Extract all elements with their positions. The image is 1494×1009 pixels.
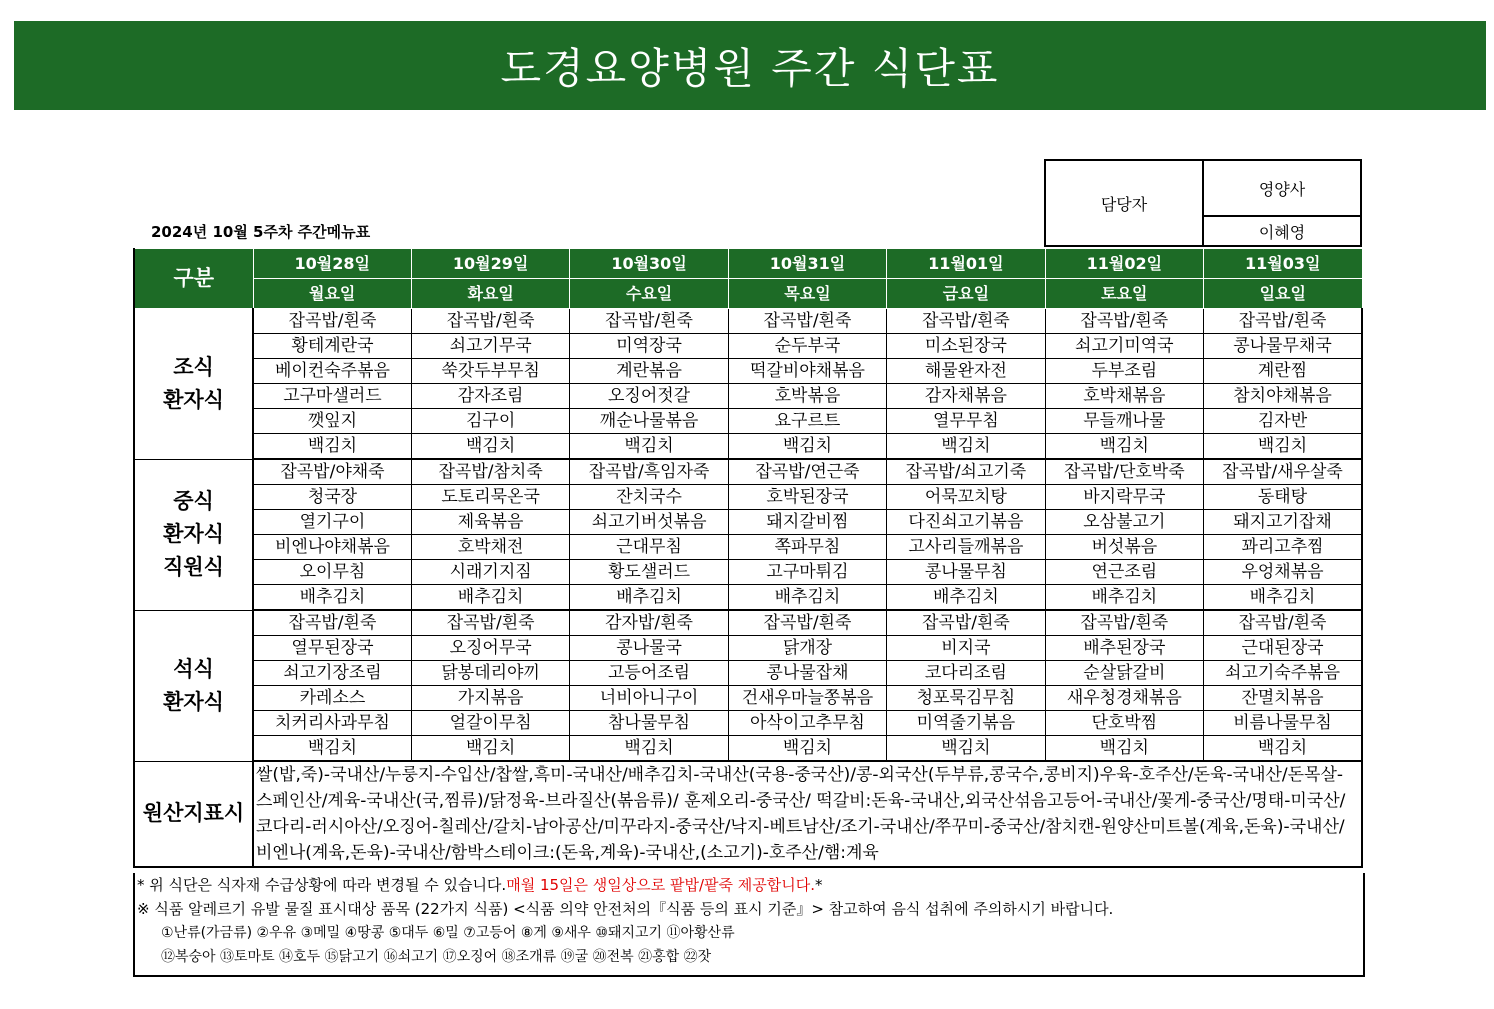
menu-item: 배추된장국 [1045, 636, 1203, 661]
menu-row [134, 736, 1362, 762]
menu-item: 미소된장국 [887, 334, 1045, 359]
menu-item: 잡곡밥/흰죽 [728, 309, 886, 334]
menu-item: 잔치국수 [570, 485, 728, 510]
menu-item: 고구마샐러드 [253, 384, 411, 409]
menu-item: 잡곡밥/흰죽 [728, 610, 886, 636]
menu-item: 백김치 [1045, 434, 1203, 460]
menu-item: 열무무침 [887, 409, 1045, 434]
menu-item: 잡곡밥/야채죽 [253, 459, 411, 485]
menu-item: 배추김치 [1204, 585, 1362, 611]
allergy-notice: ※ 식품 알레르기 유발 물질 표시대상 품목 (22가지 식품) <식품 의약 안전처의『식품 등의 표시 기준』> 참고하여 음식 섭취에 주의하시기 바랍니다. [137, 900, 1114, 918]
day-weekday-header: 월요일 [253, 279, 411, 309]
menu-item: 쇠고기무국 [411, 334, 569, 359]
menu-item: 참나물무침 [570, 711, 728, 736]
menu-item: 감자조림 [411, 384, 569, 409]
menu-row [134, 510, 1362, 535]
menu-row [134, 610, 1362, 636]
menu-item: 동태탕 [1204, 485, 1362, 510]
day-date-header: 11월02일 [1045, 249, 1203, 279]
menu-item: 시래기지짐 [411, 560, 569, 585]
meal-category-label: 중식 환자식 직원식 [134, 459, 253, 610]
approval-box [1044, 159, 1362, 247]
menu-item: 쇠고기버섯볶음 [570, 510, 728, 535]
menu-item: 쇠고기미역국 [1045, 334, 1203, 359]
menu-row [134, 485, 1362, 510]
menu-item: 김구이 [411, 409, 569, 434]
menu-item: 잡곡밥/흰죽 [253, 309, 411, 334]
menu-row [134, 434, 1362, 460]
menu-item: 깻잎지 [253, 409, 411, 434]
menu-item: 쑥갓두부무침 [411, 359, 569, 384]
menu-item: 계란찜 [1204, 359, 1362, 384]
menu-item: 콩나물무침 [887, 560, 1045, 585]
menu-item: 근대무침 [570, 535, 728, 560]
day-weekday-header: 화요일 [411, 279, 569, 309]
menu-item: 다진쇠고기볶음 [887, 510, 1045, 535]
menu-row [134, 686, 1362, 711]
menu-item: 열기구이 [253, 510, 411, 535]
menu-item: 감자밥/흰죽 [570, 610, 728, 636]
menu-item: 고등어조림 [570, 661, 728, 686]
menu-item: 아삭이고추무침 [728, 711, 886, 736]
menu-row [134, 560, 1362, 585]
menu-item: 콩나물국 [570, 636, 728, 661]
menu-item: 꽈리고추찜 [1204, 535, 1362, 560]
menu-item: 잡곡밥/흰죽 [1045, 610, 1203, 636]
menu-item: 백김치 [1045, 736, 1203, 762]
approval-name: 이혜영 [1203, 216, 1361, 246]
menu-item: 바지락무국 [1045, 485, 1203, 510]
menu-item: 미역줄기볶음 [887, 711, 1045, 736]
menu-item: 잡곡밥/흰죽 [411, 610, 569, 636]
menu-item: 단호박찜 [1045, 711, 1203, 736]
menu-item: 돼지갈비찜 [728, 510, 886, 535]
menu-item: 배추김치 [1045, 585, 1203, 611]
origin-row [134, 761, 1362, 867]
menu-item: 호박볶음 [728, 384, 886, 409]
menu-item: 너비아니구이 [570, 686, 728, 711]
header-gubun: 구분 [134, 249, 253, 309]
menu-item: 순두부국 [728, 334, 886, 359]
menu-item: 떡갈비야채볶음 [728, 359, 886, 384]
menu-item: 얼갈이무침 [411, 711, 569, 736]
menu-item: 오삼불고기 [1045, 510, 1203, 535]
menu-item: 건새우마늘쫑볶음 [728, 686, 886, 711]
menu-row [134, 535, 1362, 560]
menu-item: 무들깨나물 [1045, 409, 1203, 434]
menu-item: 잡곡밥/흰죽 [1045, 309, 1203, 334]
menu-item: 돼지고기잡채 [1204, 510, 1362, 535]
menu-item: 비름나물무침 [1204, 711, 1362, 736]
day-date-header: 10월30일 [570, 249, 728, 279]
day-weekday-header: 금요일 [887, 279, 1045, 309]
menu-item: 해물완자전 [887, 359, 1045, 384]
page-title: 도경요양병원 주간 식단표 [500, 43, 1000, 93]
menu-item: 잡곡밥/흰죽 [411, 309, 569, 334]
menu-item: 근대된장국 [1204, 636, 1362, 661]
birthday-notice: 매월 15일은 생일상으로 팥밥/팥죽 제공합니다. [506, 876, 816, 894]
menu-row [134, 636, 1362, 661]
menu-subtitle: 2024년 10월 5주차 주간메뉴표 [151, 223, 371, 241]
allergy-list-1: ①난류(가금류) ②우유 ③메밀 ④땅콩 ⑤대두 ⑥밀 ⑦고등어 ⑧게 ⑨새우 ⑩돼지고기 ⑪아황산류 [161, 925, 735, 941]
menu-item: 백김치 [570, 736, 728, 762]
menu-item: 배추김치 [411, 585, 569, 611]
origin-label: 원산지표시 [134, 761, 253, 867]
menu-item: 코다리조림 [887, 661, 1045, 686]
day-date-header: 10월31일 [728, 249, 886, 279]
menu-item: 우엉채볶음 [1204, 560, 1362, 585]
menu-item: 콩나물잡채 [728, 661, 886, 686]
day-weekday-header: 목요일 [728, 279, 886, 309]
menu-item: 백김치 [253, 736, 411, 762]
allergy-list-2: ⑫복숭아 ⑬토마토 ⑭호두 ⑮닭고기 ⑯쇠고기 ⑰오징어 ⑱조개류 ⑲굴 ⑳전복 ㉑홍합 ㉒잣 [161, 949, 712, 965]
menu-item: 잔멸치볶음 [1204, 686, 1362, 711]
menu-row [134, 409, 1362, 434]
menu-item: 백김치 [887, 736, 1045, 762]
notes-section [133, 873, 1365, 977]
menu-item: 백김치 [253, 434, 411, 460]
day-weekday-header: 일요일 [1204, 279, 1362, 309]
menu-item: 백김치 [1204, 736, 1362, 762]
menu-item: 오징어젓갈 [570, 384, 728, 409]
menu-item: 배추김치 [253, 585, 411, 611]
menu-item: 잡곡밥/새우살죽 [1204, 459, 1362, 485]
menu-item: 감자채볶음 [887, 384, 1045, 409]
weekly-menu-table [133, 248, 1363, 868]
menu-item: 청국장 [253, 485, 411, 510]
menu-item: 청포묵김무침 [887, 686, 1045, 711]
menu-item: 어묵꼬치탕 [887, 485, 1045, 510]
menu-item: 배추김치 [728, 585, 886, 611]
menu-row [134, 585, 1362, 611]
menu-item: 백김치 [570, 434, 728, 460]
menu-row [134, 459, 1362, 485]
menu-item: 비엔나야채볶음 [253, 535, 411, 560]
menu-item: 백김치 [1204, 434, 1362, 460]
menu-item: 버섯볶음 [1045, 535, 1203, 560]
menu-item: 잡곡밥/쇠고기죽 [887, 459, 1045, 485]
menu-item: 쇠고기숙주볶음 [1204, 661, 1362, 686]
approval-position: 영양사 [1203, 160, 1361, 216]
menu-item: 잡곡밥/참치죽 [411, 459, 569, 485]
birthday-notice-end: * [815, 876, 823, 894]
menu-row [134, 711, 1362, 736]
menu-item: 잡곡밥/흰죽 [1204, 309, 1362, 334]
menu-item: 연근조림 [1045, 560, 1203, 585]
menu-item: 요구르트 [728, 409, 886, 434]
approval-role: 담당자 [1045, 160, 1203, 246]
menu-item: 가지볶음 [411, 686, 569, 711]
menu-item: 잡곡밥/흰죽 [887, 309, 1045, 334]
menu-item: 황도샐러드 [570, 560, 728, 585]
menu-item: 베이컨숙주볶음 [253, 359, 411, 384]
menu-item: 고사리들깨볶음 [887, 535, 1045, 560]
menu-item: 배추김치 [570, 585, 728, 611]
day-date-header: 10월28일 [253, 249, 411, 279]
origin-text: 쌀(밥,죽)-국내산/누룽지-수입산/찹쌀,흑미-국내산/배추김치-국내산(국용-중국산)/콩-외국산(두부류,콩국수,콩비지)우육-호주산/돈육-국내산/돈목살-스페인산/계육-국내산(국,찜류)/닭정육-브라질산(볶음류)/ 훈제오리-중국산/ 떡갈비:돈육-국내산,외국산섞음고등어-국내산/꽃게-중국산/명태-미국산/코다리-러시아산/오징어-칠레산/갈치-남아공산/미꾸라지-중국산/낙지-베트남산/조기-국내산/쭈꾸미-중국산/참치캔-원양산미트볼(계육,돈육)-국내산/비엔나(계육,돈육)-국내산/함박스테이크:(돈육,계육)-국내산,(소고기)-호주산/햄:계육 [253, 761, 1362, 867]
menu-item: 계란볶음 [570, 359, 728, 384]
menu-item: 잡곡밥/흰죽 [1204, 610, 1362, 636]
menu-item: 호박채전 [411, 535, 569, 560]
menu-row [134, 359, 1362, 384]
day-date-header: 11월03일 [1204, 249, 1362, 279]
menu-item: 오이무침 [253, 560, 411, 585]
menu-item: 잡곡밥/단호박죽 [1045, 459, 1203, 485]
menu-item: 배추김치 [887, 585, 1045, 611]
menu-item: 카레소스 [253, 686, 411, 711]
menu-item: 백김치 [411, 736, 569, 762]
menu-item: 잡곡밥/흰죽 [253, 610, 411, 636]
menu-item: 새우청경채볶음 [1045, 686, 1203, 711]
meal-category-label: 조식 환자식 [134, 309, 253, 460]
menu-row [134, 309, 1362, 334]
menu-item: 백김치 [728, 434, 886, 460]
day-date-header: 10월29일 [411, 249, 569, 279]
menu-row [134, 334, 1362, 359]
menu-item: 황테계란국 [253, 334, 411, 359]
menu-item: 치커리사과무침 [253, 711, 411, 736]
menu-row [134, 661, 1362, 686]
menu-item: 열무된장국 [253, 636, 411, 661]
menu-item: 쪽파무침 [728, 535, 886, 560]
day-weekday-header: 수요일 [570, 279, 728, 309]
menu-item: 닭개장 [728, 636, 886, 661]
menu-item: 도토리묵온국 [411, 485, 569, 510]
menu-item: 잡곡밥/흑임자죽 [570, 459, 728, 485]
day-date-header: 11월01일 [887, 249, 1045, 279]
menu-row [134, 384, 1362, 409]
menu-item: 호박채볶음 [1045, 384, 1203, 409]
menu-item: 김자반 [1204, 409, 1362, 434]
menu-item: 잡곡밥/흰죽 [887, 610, 1045, 636]
menu-item: 백김치 [728, 736, 886, 762]
day-weekday-header: 토요일 [1045, 279, 1203, 309]
menu-item: 쇠고기장조림 [253, 661, 411, 686]
change-notice [137, 873, 1363, 897]
menu-item: 오징어무국 [411, 636, 569, 661]
menu-item: 콩나물무채국 [1204, 334, 1362, 359]
page-title-banner [14, 21, 1486, 110]
menu-item: 백김치 [411, 434, 569, 460]
menu-item: 호박된장국 [728, 485, 886, 510]
menu-item: 제육볶음 [411, 510, 569, 535]
menu-item: 백김치 [887, 434, 1045, 460]
menu-item: 두부조림 [1045, 359, 1203, 384]
menu-item: 고구마튀김 [728, 560, 886, 585]
meal-category-label: 석식 환자식 [134, 610, 253, 761]
menu-item: 잡곡밥/흰죽 [570, 309, 728, 334]
menu-item: 참치야채볶음 [1204, 384, 1362, 409]
change-notice-text: * 위 식단은 식자재 수급상황에 따라 변경될 수 있습니다. [137, 876, 507, 894]
menu-item: 미역장국 [570, 334, 728, 359]
menu-item: 순살닭갈비 [1045, 661, 1203, 686]
menu-item: 닭봉데리야끼 [411, 661, 569, 686]
menu-item: 깨순나물볶음 [570, 409, 728, 434]
menu-item: 잡곡밥/연근죽 [728, 459, 886, 485]
menu-item: 비지국 [887, 636, 1045, 661]
